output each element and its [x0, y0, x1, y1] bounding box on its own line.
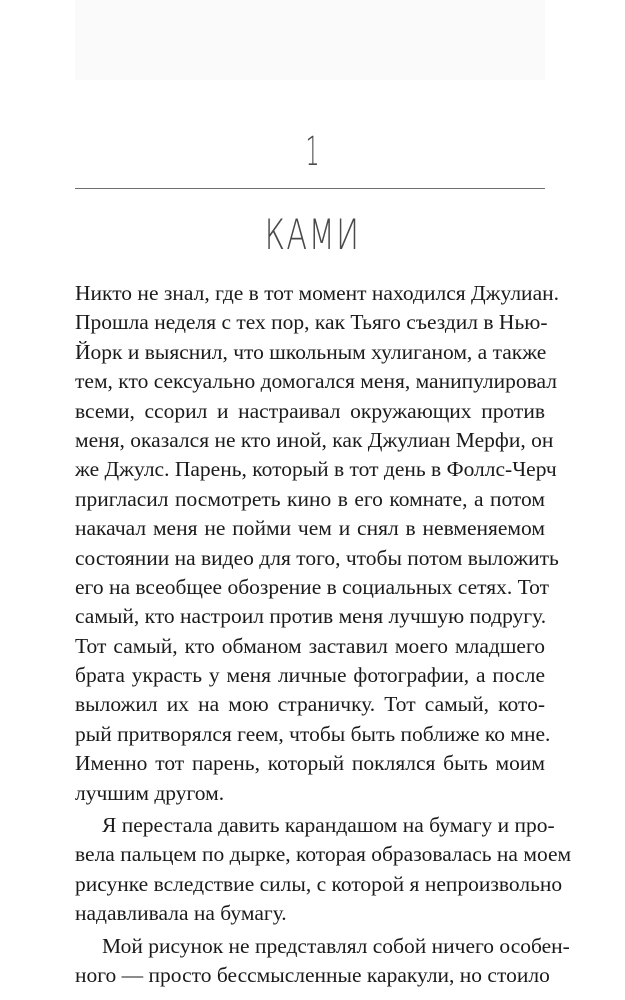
header-band	[75, 0, 545, 80]
text-line: всеми, ссорил и настраивал окружающих против	[75, 398, 545, 423]
chapter-divider	[75, 188, 545, 189]
paragraph-2	[75, 811, 572, 929]
body-text	[75, 279, 572, 990]
text-line: его на всеобщее обозрение в социальных сетях. Тот	[75, 574, 550, 599]
text-line: лучшим другом.	[75, 780, 225, 805]
text-line: Йорк и выяснил, что школьным хулиганом, а также	[75, 339, 547, 364]
text-line: Мой рисунок не представлял собой ничего особен-	[102, 933, 570, 958]
text-line: Я перестала давить карандашом на бумагу и про-	[102, 813, 555, 838]
text-line: рисунке вследствие силы, с которой я непроизвольно	[75, 871, 563, 896]
text-line: Тот самый, кто обманом заставил моего младшего	[75, 633, 545, 658]
paragraph-1	[75, 279, 559, 808]
text-line: выложил их на мою страничку. Тот самый, кото-	[75, 692, 545, 717]
text-line: накачал меня не пойми чем и снял в невменяемом	[75, 516, 545, 541]
text-line: брата украсть у меня личные фотографии, а после	[75, 663, 545, 688]
text-line: меня, оказался не кто иной, как Джулиан Мерфи, он	[75, 427, 554, 452]
chapter-number: 1	[305, 129, 320, 175]
text-line: надавливала на бумагу.	[75, 901, 287, 926]
paragraph-3	[75, 932, 570, 991]
text-line: самый, кто настроил против меня лучшую подругу.	[75, 604, 547, 629]
text-line: тем, кто сексуально домогался меня, манипулировал	[75, 369, 557, 394]
text-line: же Джулс. Парень, который в тот день в Фоллс-Черч	[75, 457, 557, 482]
text-line: вела пальцем по дырке, которая образовалась на моем	[75, 842, 572, 867]
text-line: Никто не знал, где в тот момент находился Джулиан.	[75, 281, 559, 305]
text-line: состоянии на видео для того, чтобы потом выложить	[75, 545, 559, 570]
text-line: пригласил посмотреть кино в его комнате, а потом	[75, 486, 545, 511]
chapter-title: КАМИ	[264, 210, 361, 259]
text-line: Прошла неделя с тех пор, как Тьяго съездил в Нью-	[75, 310, 548, 335]
text-line: рый притворялся геем, чтобы быть поближе ко мне.	[75, 721, 551, 746]
text-line: Именно тот парень, который поклялся быть моим	[75, 751, 545, 776]
text-line: ного — просто бессмысленные каракули, но стоило	[75, 962, 550, 987]
